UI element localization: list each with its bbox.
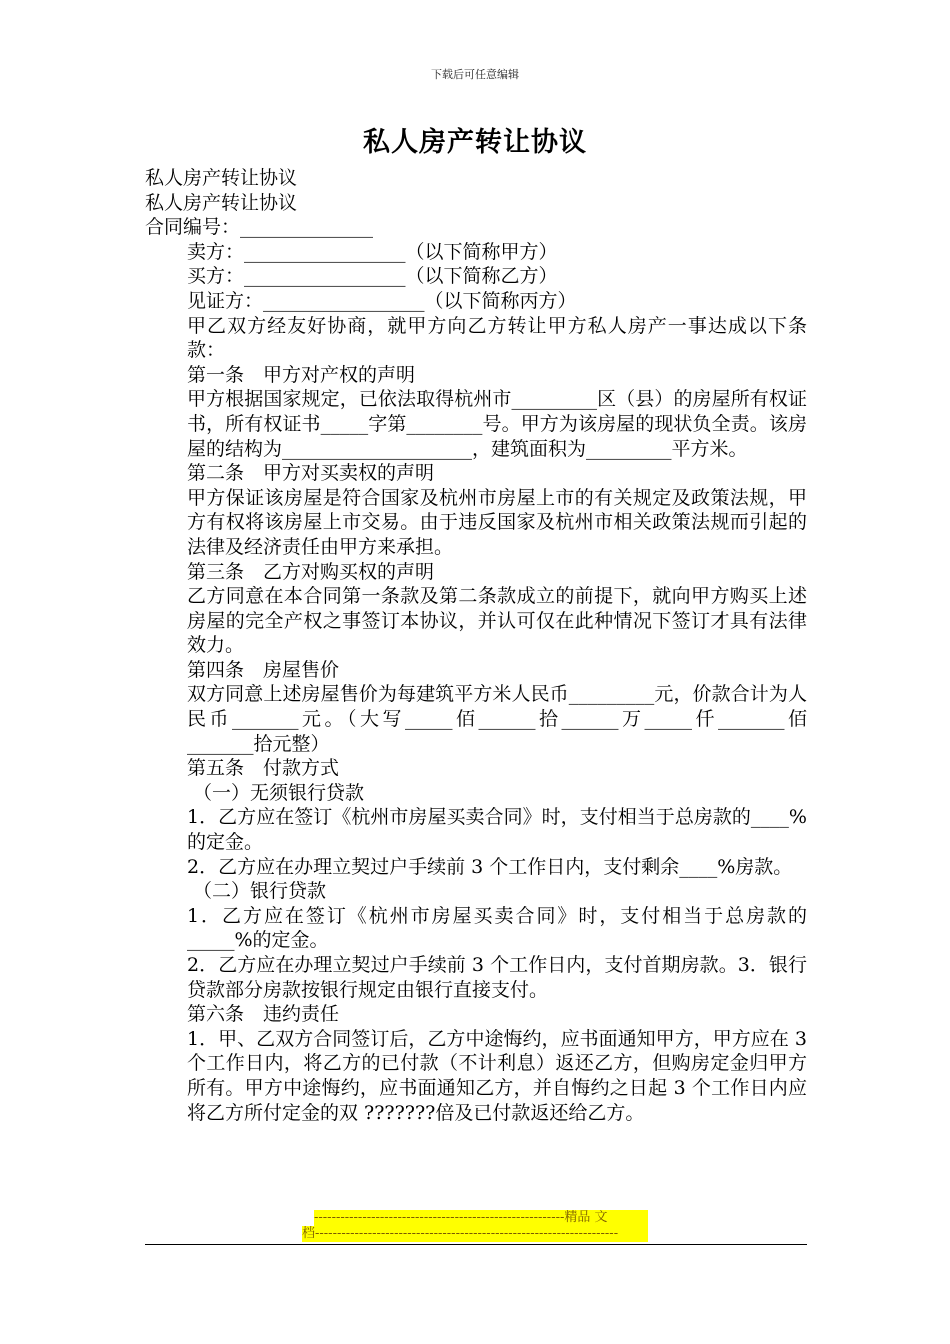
footer-line-1: ---------------------------------------------------------精品 文 [314,1210,648,1226]
document-paragraph: （二）银行贷款 [193,880,327,903]
header-note: 下载后可任意编辑 [431,68,519,81]
document-paragraph: 卖方：_________________（以下简称甲方） [187,240,558,263]
document-paragraph: 2．乙方应在办理立契过户手续前 3 个工作日内，支付剩余____%房款。 [187,855,793,878]
document-paragraph: 第四条 房屋售价 [187,658,340,681]
document-paragraph: 私人房产转让协议 [145,191,298,214]
bottom-rule [145,1244,807,1245]
document-paragraph: 见证方：_________________（以下简称丙方） [187,289,577,312]
document-paragraph: 1．乙方应在签订《杭州市房屋买卖合同》时，支付相当于总房款的_____%的定金。 [187,904,807,952]
document-paragraph: 私人房产转让协议 [145,167,298,189]
document-body [145,166,807,1125]
document-paragraph: 第三条 乙方对购买权的声明 [187,560,435,583]
document-title: 私人房产转让协议 [363,127,587,158]
document-paragraph: 合同编号：______________ [145,216,374,239]
document-paragraph: 买方：_________________（以下简称乙方） [187,265,558,288]
document-paragraph: 甲方保证该房屋是符合国家及杭州市房屋上市的有关规定及政策法规，甲方有权将该房屋上市交易。由于违反国家及杭州市相关政策法规而引起的法律及经济责任由甲方来承担。 [187,486,807,558]
document-paragraph: 第五条 付款方式 [187,757,340,780]
footer-watermark [302,1210,648,1242]
document-paragraph: 1．乙方应在签订《杭州市房屋买卖合同》时，支付相当于总房款的____%的定金。 [187,806,807,854]
document-paragraph: 第六条 违约责任 [187,1003,340,1026]
document-paragraph: 甲方根据国家规定，已依法取得杭州市_________区（县）的房屋所有权证书，所有权证书_____字第________号。甲方为该房屋的现状负全责。该房屋的结构为____________________，建筑面积为_________平方米。 [187,388,807,460]
document-paragraph: 第二条 甲方对买卖权的声明 [187,462,435,485]
document-paragraph: 双方同意上述房屋售价为每建筑平方米人民币_________元，价款合计为人民币_______元。（大写_____佰______拾______万_____仟_______佰_______拾元整） [187,683,807,755]
document-paragraph: 甲乙双方经友好协商，就甲方向乙方转让甲方私人房产一事达成以下条款： [187,314,807,362]
document-paragraph: 1．甲、乙双方合同签订后，乙方中途悔约，应书面通知甲方，甲方应在 3 个工作日内，将乙方的已付款（不计利息）返还乙方，但购房定金归甲方所有。甲方中途悔约，应书面通知乙方，并自悔约之日起 3 个工作日内应将乙方所付定金的双 ???????倍及已付款返还给乙方。 [187,1027,807,1124]
document-paragraph: 乙方同意在本合同第一条款及第二条款成立的前提下，就向甲方购买上述房屋的完全产权之事签订本协议，并认可仅在此种情况下签订才具有法律效力。 [187,585,807,657]
footer-line-2: 档--------------------------------------------------------------------- [302,1226,648,1242]
document-paragraph: 2．乙方应在办理立契过户手续前 3 个工作日内，支付首期房款。3．银行贷款部分房款按银行规定由银行直接支付。 [187,954,807,1001]
document-paragraph: 第一条 甲方对产权的声明 [187,363,416,386]
document-paragraph: （一）无须银行贷款 [193,781,365,804]
